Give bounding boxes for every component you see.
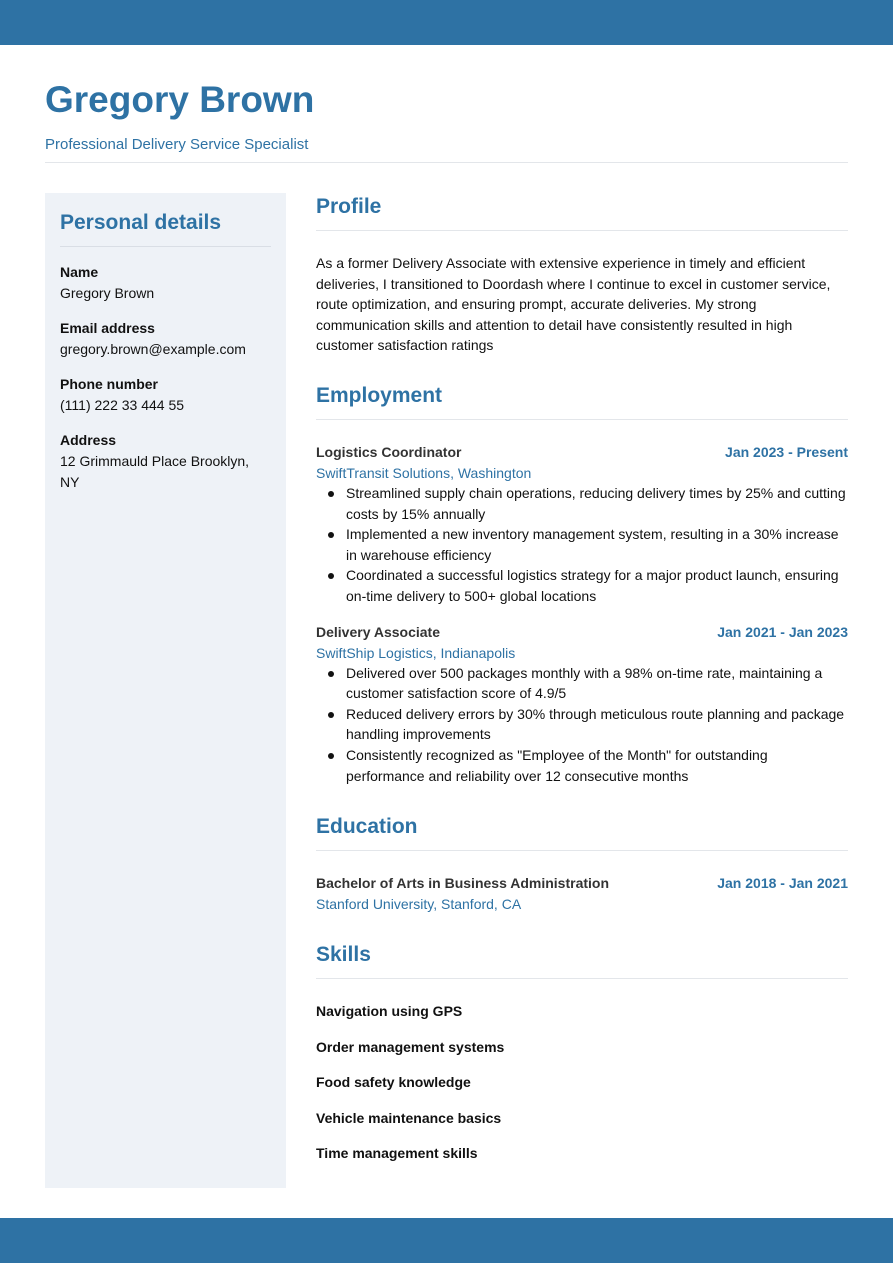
- degree-title: Bachelor of Arts in Business Administration: [316, 875, 610, 892]
- personal-details-sidebar: [45, 193, 286, 1188]
- skill-item: Vehicle maintenance basics: [316, 1109, 502, 1126]
- bullet-item: Reduced delivery errors by 30% through meticulous route planning and package handling improvements: [316, 704, 848, 745]
- detail-label: Address: [60, 432, 117, 448]
- profile-text: As a former Delivery Associate with extensive experience in timely and efficient deliveries, I transitioned to Doordash where I continue to excel in customer service, route optimization, and ensuring prompt, accurate deliveries. My strong communication skills and attention to detail have consistently resulted in high customer satisfaction ratings: [316, 255, 831, 354]
- detail-address: [60, 430, 271, 493]
- bullet-item: Consistently recognized as "Employee of the Month" for outstanding performance and reliability over 12 consecutive months: [316, 745, 848, 786]
- detail-label: Name: [60, 264, 99, 280]
- job-date: Jan 2023 - Present: [725, 443, 848, 460]
- detail-phone: [60, 374, 271, 416]
- personal-details-title: Personal details: [60, 210, 271, 247]
- bullet-item: Implemented a new inventory management system, resulting in a 30% increase in warehouse efficiency: [316, 524, 848, 565]
- employment-section: [316, 382, 848, 813]
- resume-main: [316, 193, 848, 1179]
- skill-item: Food safety knowledge: [316, 1074, 471, 1091]
- job-title: Logistics Coordinator: [316, 443, 462, 460]
- profile-section: [316, 193, 848, 356]
- job-company: SwiftShip Logistics, Indianapolis: [316, 644, 516, 661]
- job-date: Jan 2021 - Jan 2023: [717, 623, 848, 640]
- bullet-item: Coordinated a successful logistics strategy for a major product launch, ensuring on-time delivery to 500+ global locations: [316, 565, 848, 606]
- employment-title: Employment: [316, 382, 848, 420]
- resume-subtitle: Professional Delivery Service Specialist: [45, 136, 309, 153]
- detail-value: 12 Grimmauld Place Brooklyn, NY: [60, 453, 250, 490]
- bullet-item: Streamlined supply chain operations, reducing delivery times by 25% and cutting costs by 15% annually: [316, 483, 848, 524]
- bullet-item: Delivered over 500 packages monthly with a 98% on-time rate, maintaining a customer satisfaction score of 4.9/5: [316, 663, 848, 704]
- job-entry: [316, 622, 848, 787]
- skill-item: Time management skills: [316, 1145, 478, 1162]
- job-title: Delivery Associate: [316, 623, 440, 640]
- job-entry: [316, 442, 848, 607]
- detail-label: Phone number: [60, 376, 159, 392]
- skills-title: Skills: [316, 941, 848, 979]
- bottom-banner: [0, 1218, 893, 1263]
- detail-label: Email address: [60, 320, 155, 336]
- job-company: SwiftTransit Solutions, Washington: [316, 464, 532, 481]
- education-section: [316, 813, 848, 941]
- skills-section: [316, 941, 848, 1164]
- education-title: Education: [316, 813, 848, 851]
- education-entry: [316, 873, 848, 914]
- top-banner: [0, 0, 893, 45]
- job-bullets: [316, 483, 848, 607]
- skill-item: Navigation using GPS: [316, 1003, 463, 1020]
- header-divider: [45, 162, 848, 163]
- job-bullets: [316, 663, 848, 787]
- resume-name: Gregory Brown: [45, 79, 315, 120]
- profile-title: Profile: [316, 193, 848, 231]
- detail-value: gregory.brown@example.com: [60, 341, 246, 357]
- detail-email: [60, 318, 271, 360]
- detail-value: (111) 222 33 444 55: [60, 397, 185, 413]
- skill-item: Order management systems: [316, 1038, 505, 1055]
- education-date: Jan 2018 - Jan 2021: [717, 875, 848, 892]
- detail-value: Gregory Brown: [60, 285, 155, 301]
- education-school: Stanford University, Stanford, CA: [316, 896, 522, 913]
- detail-name: [60, 262, 271, 304]
